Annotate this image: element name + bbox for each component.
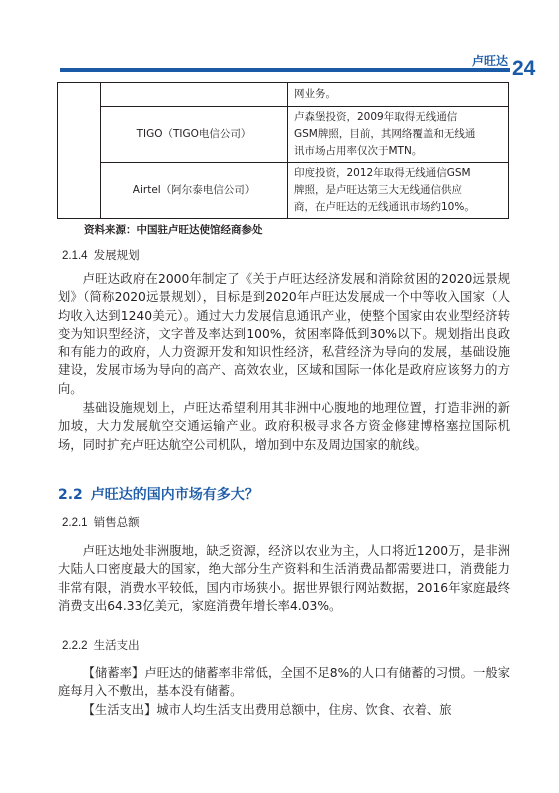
section-heading-2-1-4	[62, 247, 140, 263]
section-title: 生活支出	[93, 638, 140, 652]
section-number: 2.2.1	[62, 517, 88, 529]
page-number: 24	[512, 57, 536, 80]
paragraph: 卢旺达地处非洲腹地，缺乏资源，经济以农业为主，人口将近1200万，是非洲大陆人口密度最大的国家，绝大部分生产资料和生活消费品都需要进口，消费能力非常有限，消费水平较低，国内市场狭小。据世界银行网站数据，2016年家庭最终消费支出64.33亿美元，家庭消费年增长率4.03%。	[58, 544, 510, 613]
table-description-cell	[288, 83, 509, 107]
table-description-line: 卢森堡投资，2009年取得无线通信	[294, 111, 458, 123]
table-description-cell	[288, 163, 509, 219]
table-company-cell: TIGO（TIGO电信公司）	[101, 107, 288, 163]
table-company-cell	[101, 83, 288, 107]
paragraph: 基础设施规划上，卢旺达希望利用其非洲中心腹地的地理位置，打造非洲的新加坡，大力发展航空交通运输产业。政府积极寻求各方资金修建博格塞拉国际机场，同时扩充卢旺达航空公司机队，增加到中东及周边国家的航线。	[58, 401, 510, 452]
running-header-title: 卢旺达	[471, 54, 508, 68]
table-description-cell	[288, 107, 509, 163]
table-description-line: GSM牌照，目前，其网络覆盖和无线通	[294, 128, 476, 140]
table-source-note: 资料来源：中国驻卢旺达使馆经商参处	[84, 224, 263, 236]
section-number: 2.1.4	[62, 250, 88, 262]
section-number: 2.2	[58, 487, 83, 503]
section-title: 卢旺达的国内市场有多大？	[90, 487, 259, 503]
table-description-line: 讯市场占用率仅次于MTN。	[294, 145, 423, 157]
section-heading-2-2-1	[62, 514, 140, 530]
table-description-line: 印度投资，2012年取得无线通信GSM	[294, 167, 471, 179]
section-heading-2-2	[58, 484, 259, 504]
paragraph: 【储蓄率】卢旺达的储蓄率非常低，全国不足8%的人口有储蓄的习惯。一般家庭每月入不敷出，基本没有储蓄。	[58, 666, 510, 699]
table-row	[58, 107, 509, 163]
header-rule	[60, 68, 510, 72]
table-description-line: 商，在卢旺达的无线通讯市场约10%。	[294, 201, 475, 213]
telecom-operators-table	[57, 82, 509, 219]
table-row	[58, 83, 509, 107]
section-heading-2-2-2	[62, 637, 140, 653]
paragraph: 卢旺达政府在2000年制定了《关于卢旺达经济发展和消除贫困的2020远景规划》（简称2020远景规划），目标是到2020年卢旺达发展成一个中等收入国家（人均收入达到1240美元）。通过大力发展信息通讯产业，使整个国家由农业型经济转变为知识型经济，文字普及率达到100%，贫困率降低到30%以下。规划指出良政和有能力的政府，人力资源开发和知识性经济，私营经济为导向的发展，基础设施建设，发展市场为导向的高产、高效农业，区域和国际一体化是政府应该努力的方向。	[58, 272, 510, 396]
table-description-line: 牌照，是卢旺达第三大无线通信供应	[294, 184, 462, 196]
table-category-cell	[58, 83, 101, 219]
section-title: 发展规划	[93, 248, 140, 262]
section-title: 销售总额	[93, 515, 140, 529]
paragraph: 【生活支出】城市人均生活支出费用总额中，住房、饮食、衣着、旅	[82, 703, 452, 717]
section-number: 2.2.2	[62, 640, 88, 652]
table-company-cell: Airtel（阿尔泰电信公司）	[101, 163, 288, 219]
table-row	[58, 163, 509, 219]
table-description-line: 网业务。	[294, 88, 336, 100]
